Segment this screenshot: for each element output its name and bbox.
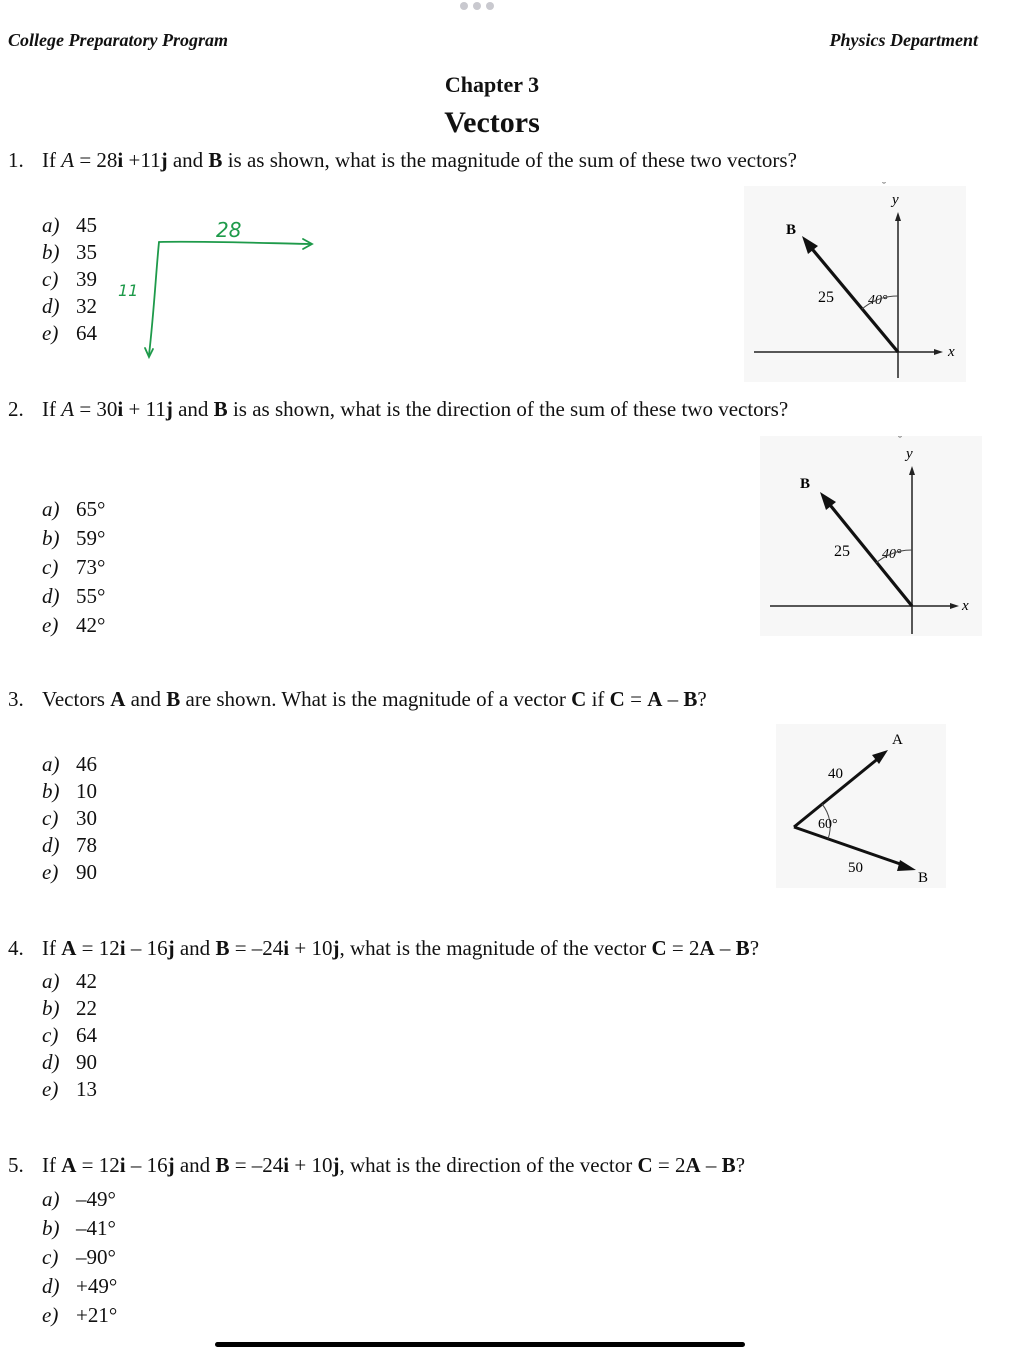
handwritten-28: 28 <box>216 218 242 242</box>
option-e[interactable]: e) 13 <box>42 1077 97 1101</box>
home-indicator[interactable] <box>215 1342 745 1347</box>
figure-1 <box>744 179 966 382</box>
question-1-options <box>42 212 97 347</box>
header-left: College Preparatory Program <box>8 30 228 50</box>
x-label: x <box>962 598 969 614</box>
option-e[interactable]: e) +21° <box>42 1303 118 1327</box>
y-label: y <box>906 446 913 462</box>
question-number: 1. <box>8 148 24 172</box>
option-c[interactable]: c) 30 <box>42 806 97 830</box>
y-label: y <box>892 192 899 208</box>
question-3-options <box>42 751 97 886</box>
option-a[interactable]: a) 65° <box>42 497 106 521</box>
option-b[interactable]: b) 22 <box>42 996 97 1020</box>
angle-label: 60° <box>818 817 838 832</box>
option-d[interactable]: d) 32 <box>42 294 97 318</box>
option-c[interactable]: c) 64 <box>42 1023 97 1047</box>
option-e[interactable]: e) 64 <box>42 321 97 345</box>
question-number: 3. <box>8 687 24 711</box>
question-1: 1. If A = 28i +11j and B is as shown, what is the magnitude of the sum of these two vectors? <box>8 148 797 172</box>
option-b[interactable]: b) –41° <box>42 1216 116 1240</box>
angle-label: 40° <box>868 293 888 308</box>
option-b[interactable]: b) 10 <box>42 779 97 803</box>
svg-text:˘: ˘ <box>898 433 902 447</box>
vector-a-label: A <box>892 732 903 748</box>
option-a[interactable]: a) 42 <box>42 969 97 993</box>
handwritten-arrow-vertical <box>149 242 159 355</box>
option-b[interactable]: b) 35 <box>42 240 97 264</box>
question-3: 3. Vectors A and B are shown. What is the magnitude of a vector C if C = A – B? <box>8 687 707 711</box>
question-4: 4. If A = 12i – 16j and B = –24i + 10j, what is the magnitude of the vector C = 2A – B? <box>8 936 760 960</box>
option-c[interactable]: c) –90° <box>42 1245 116 1269</box>
magnitude-a-label: 40 <box>828 766 843 782</box>
page-title: Vectors <box>444 106 540 139</box>
vector-b-label: B <box>786 222 797 238</box>
magnitude-b-label: 50 <box>848 860 863 876</box>
option-d[interactable]: d) 78 <box>42 833 97 857</box>
chapter-label: Chapter 3 <box>444 72 540 97</box>
option-a[interactable]: a) –49° <box>42 1187 116 1211</box>
handwritten-annotation <box>118 212 330 372</box>
option-a[interactable]: a) 45 <box>42 213 97 237</box>
question-5: 5. If A = 12i – 16j and B = –24i + 10j, what is the direction of the vector C = 2A – B? <box>8 1153 746 1177</box>
question-2: 2. If A = 30i + 11j and B is as shown, what is the direction of the sum of these two vectors? <box>8 397 789 421</box>
header-right: Physics Department <box>829 30 978 50</box>
option-d[interactable]: d) 90 <box>42 1050 97 1074</box>
question-5-options <box>42 1185 117 1330</box>
question-2-options <box>42 495 105 640</box>
option-c[interactable]: c) 73° <box>42 555 106 579</box>
figure-2 <box>760 433 982 636</box>
option-e[interactable]: e) 90 <box>42 860 97 884</box>
option-d[interactable]: d) 55° <box>42 584 106 608</box>
magnitude-label: 25 <box>818 289 834 306</box>
option-e[interactable]: e) 42° <box>42 613 106 637</box>
figure-3 <box>776 724 946 888</box>
handwritten-arrow-horizontal <box>159 242 310 244</box>
option-c[interactable]: c) 39 <box>42 267 97 291</box>
question-number: 4. <box>8 936 24 960</box>
page-indicator-dots[interactable] <box>460 2 500 12</box>
option-d[interactable]: d) +49° <box>42 1274 118 1298</box>
question-4-options <box>42 968 97 1103</box>
svg-text:˘: ˘ <box>882 179 886 193</box>
magnitude-label: 25 <box>834 543 850 560</box>
question-number: 5. <box>8 1153 24 1177</box>
vector-b-label: B <box>800 476 811 492</box>
option-b[interactable]: b) 59° <box>42 526 106 550</box>
vector-b-label: B <box>918 870 929 886</box>
x-label: x <box>948 344 955 360</box>
handwritten-11: 11 <box>118 281 139 300</box>
angle-label: 40° <box>882 547 902 562</box>
option-a[interactable]: a) 46 <box>42 752 97 776</box>
question-number: 2. <box>8 397 24 421</box>
